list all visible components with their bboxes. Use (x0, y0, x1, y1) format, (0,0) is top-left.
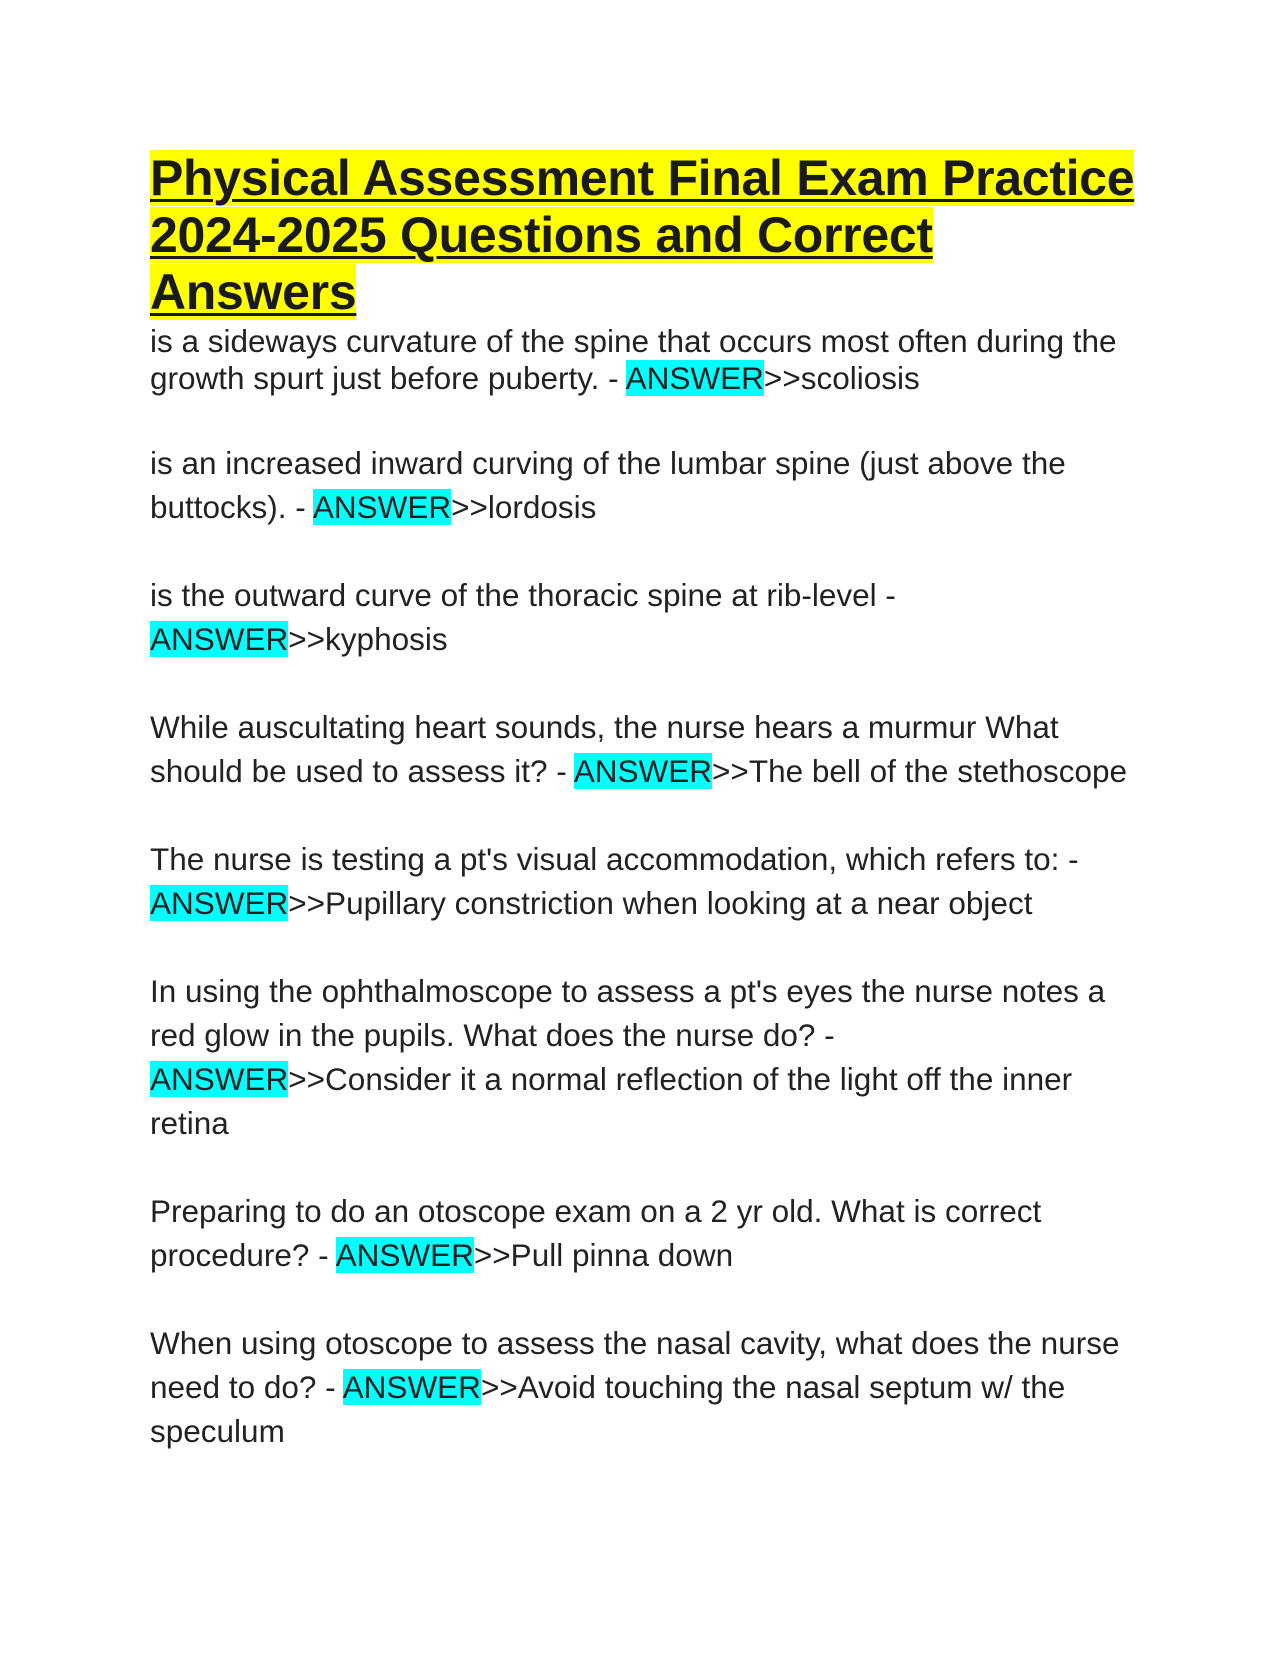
answer-text: >>kyphosis (288, 621, 448, 657)
answer-text: >>Avoid touching the nasal septum w/ the speculum (150, 1369, 1066, 1449)
spacer (150, 529, 1140, 573)
document-title (150, 150, 1140, 321)
spacer (150, 1145, 1140, 1189)
question-text: In using the ophthalmoscope to assess a pt's eyes the nurse notes a red glow in the pupils. What does the nurse do? - (150, 973, 1106, 1053)
spacer (150, 793, 1140, 837)
answer-marker: ANSWER (335, 1237, 474, 1273)
answer-marker: ANSWER (150, 621, 289, 657)
document-page (150, 150, 1140, 1453)
answer-text: >>The bell of the stethoscope (712, 753, 1128, 789)
qa-item-6 (150, 969, 1140, 1145)
answer-marker: ANSWER (342, 1369, 481, 1405)
answer-marker: ANSWER (625, 360, 764, 396)
answer-marker: ANSWER (573, 753, 713, 789)
qa-item-1 (150, 323, 1140, 397)
answer-text: >>Consider it a normal reflection of the light off the inner retina (150, 1061, 1073, 1141)
spacer (150, 925, 1140, 969)
qa-item-7 (150, 1189, 1140, 1277)
answer-text: >>scoliosis (763, 360, 920, 396)
question-text: is the outward curve of the thoracic spine at rib-level - (150, 577, 896, 613)
spacer (150, 397, 1140, 441)
question-text: is an increased inward curving of the lumbar spine (just above the buttocks). - (150, 445, 1066, 525)
qa-item-2 (150, 441, 1140, 529)
question-text: is a sideways curvature of the spine that occurs most often during the growth spurt just before puberty. - (150, 323, 1117, 396)
answer-text: >>Pull pinna down (473, 1237, 734, 1273)
question-text: When using otoscope to assess the nasal cavity, what does the nurse need to do? - (150, 1325, 1120, 1405)
answer-text: >>lordosis (451, 489, 597, 525)
qa-item-4 (150, 705, 1140, 793)
question-text: The nurse is testing a pt's visual accommodation, which refers to: - (150, 841, 1079, 877)
spacer (150, 1277, 1140, 1321)
spacer (150, 661, 1140, 705)
qa-item-3 (150, 573, 1140, 661)
question-text: Preparing to do an otoscope exam on a 2 yr old. What is correct procedure? - (150, 1193, 1042, 1273)
answer-text: >>Pupillary constriction when looking at a near object (288, 885, 1033, 921)
answer-marker: ANSWER (150, 1061, 289, 1097)
answer-marker: ANSWER (150, 885, 289, 921)
question-text: While auscultating heart sounds, the nurse hears a murmur What should be used to assess it? - (150, 709, 1059, 789)
document-title-text: Physical Assessment Final Exam Practice 2024-2025 Questions and Correct Answers (150, 150, 1135, 320)
answer-marker: ANSWER (312, 489, 452, 525)
qa-item-5 (150, 837, 1140, 925)
qa-item-8 (150, 1321, 1140, 1453)
